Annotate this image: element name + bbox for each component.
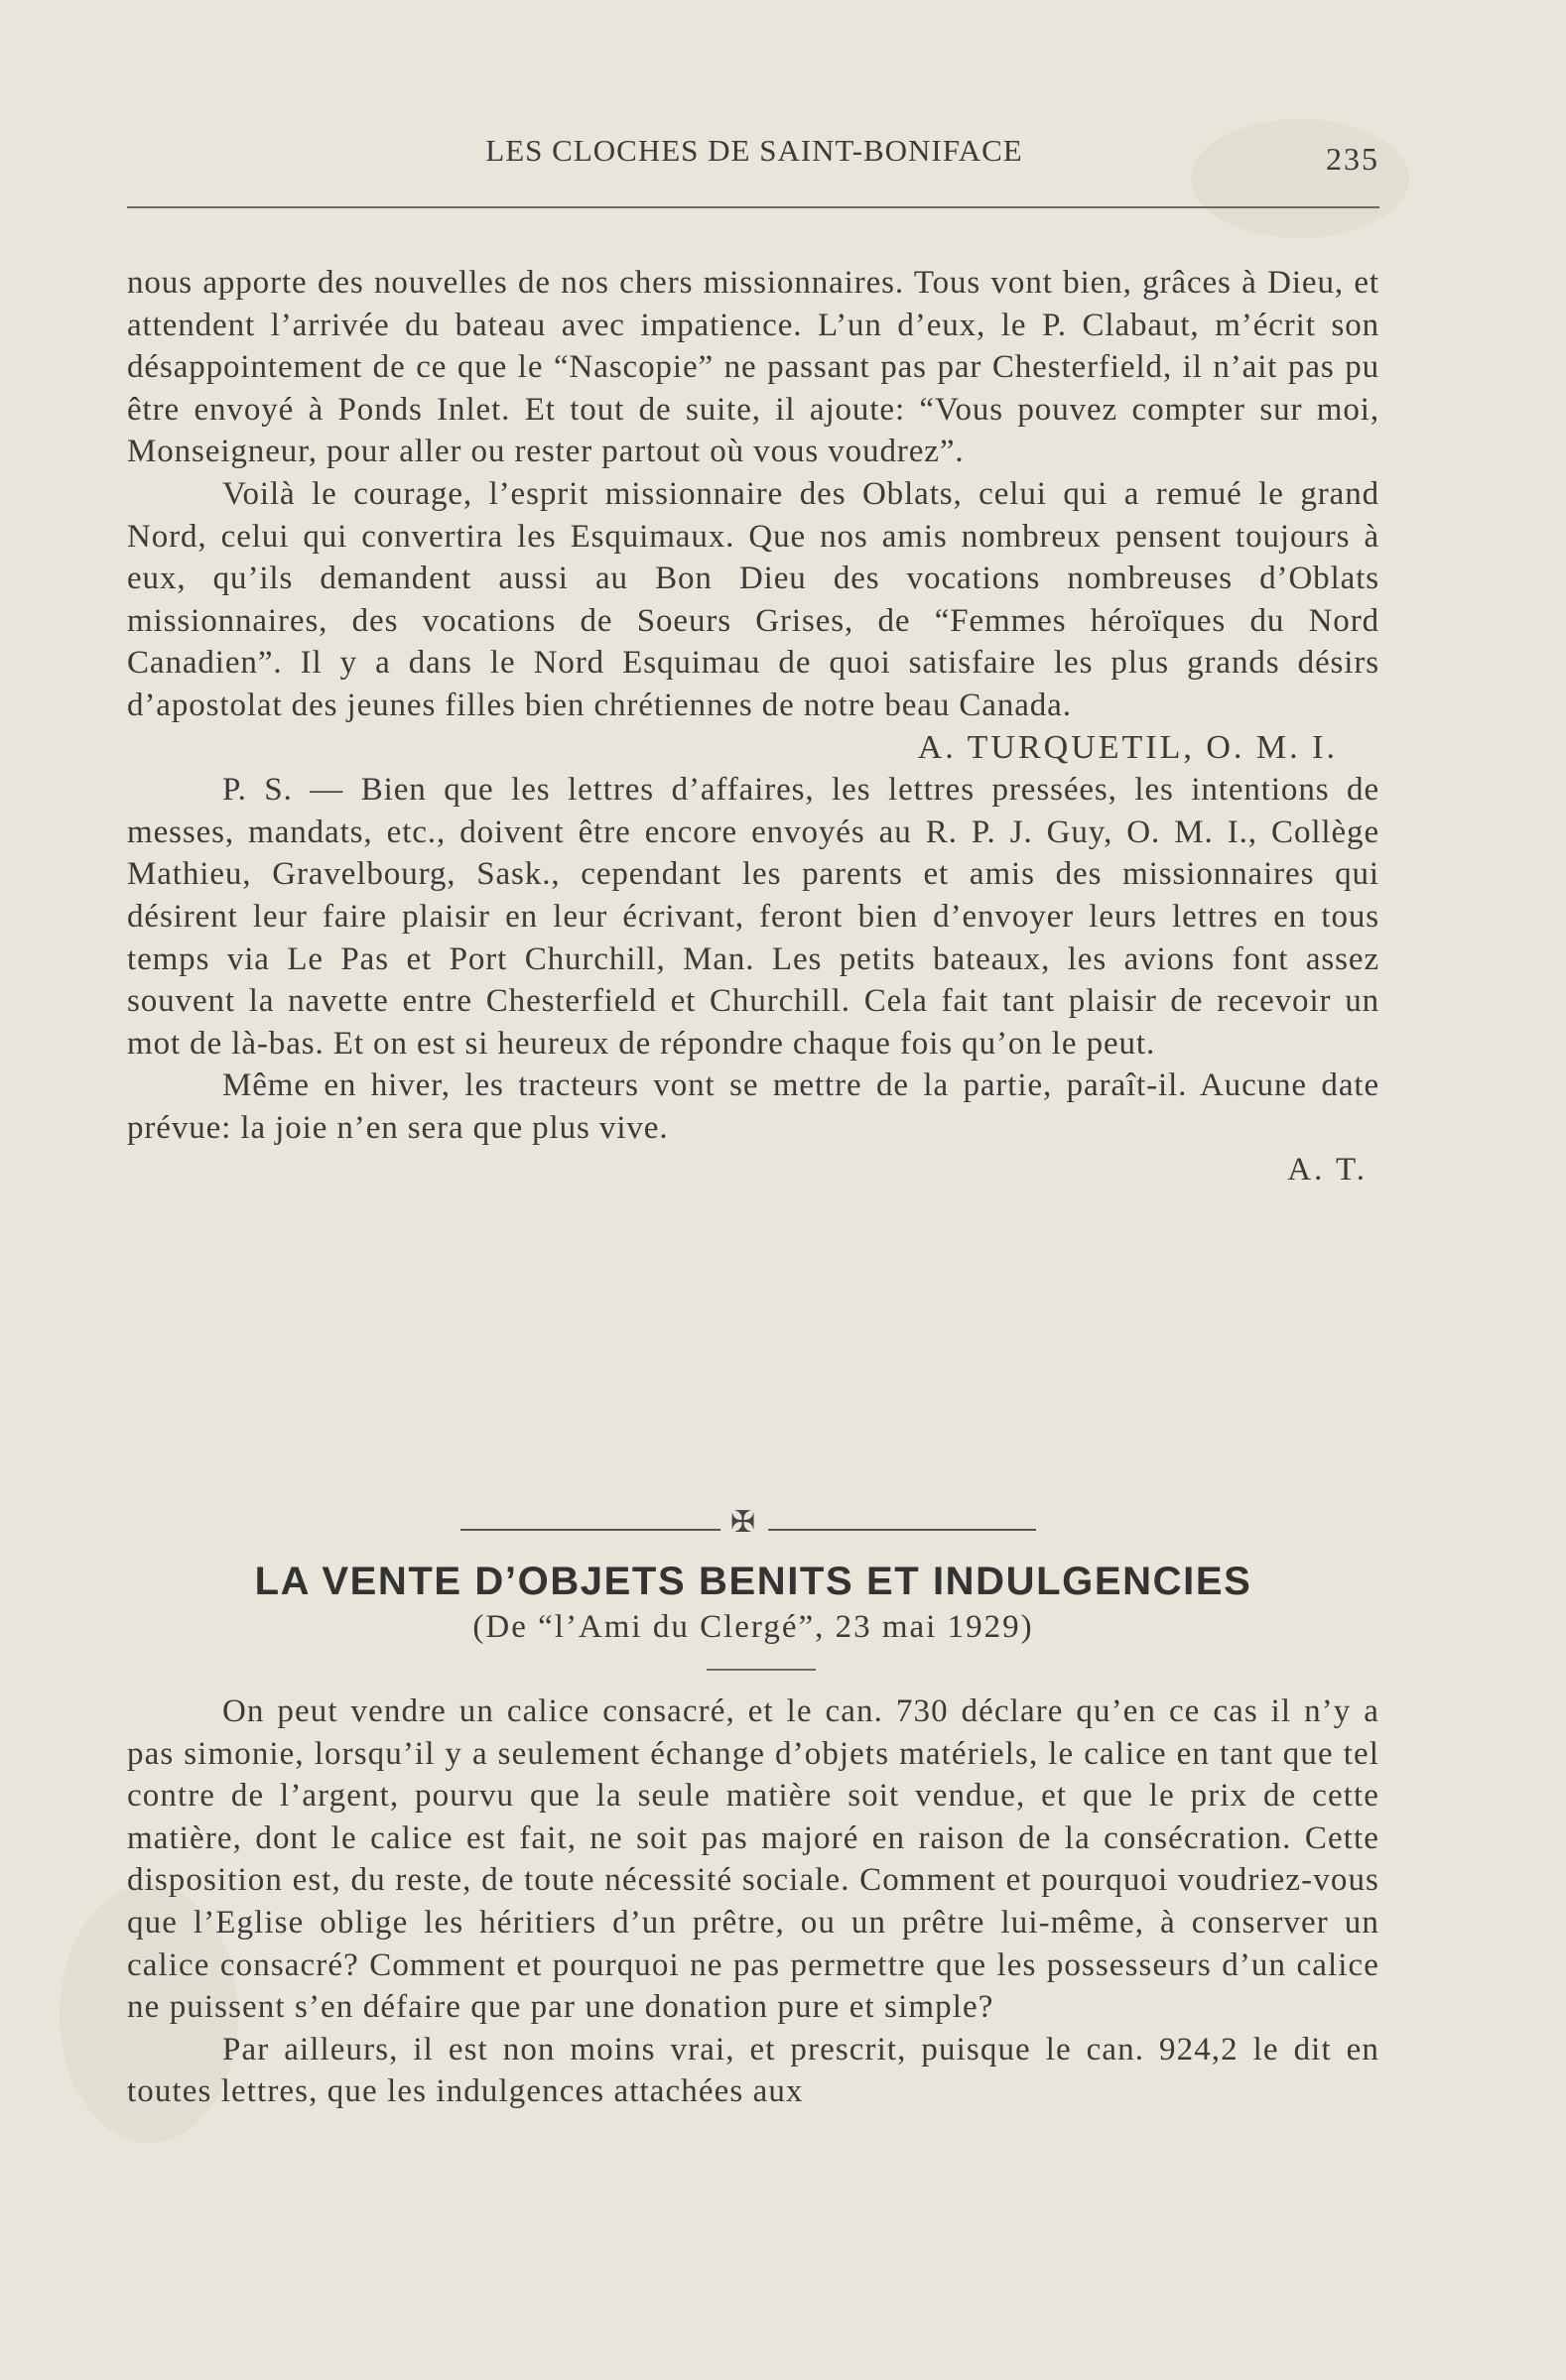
running-head xyxy=(129,129,1379,179)
page-number: 235 xyxy=(1326,141,1379,177)
postscript-paragraph: Même en hiver, les tracteurs vont se mettre de la partie, paraît-il. Aucune date prévue: la joie n’en sera que plus vive. xyxy=(127,1067,1379,1146)
article-paragraph: Par ailleurs, il est non moins vrai, et prescrit, puisque le can. 924,2 le dit en toutes lettres, que les indulgences attachées aux xyxy=(127,2031,1379,2110)
article-title: LA VENTE D’OBJETS BENITS ET INDULGENCIES xyxy=(254,1560,1252,1603)
header-rule xyxy=(127,206,1379,208)
divider-line-right xyxy=(768,1529,1036,1531)
postscript-paragraph: P. S. — Bien que les lettres d’affaires, les lettres pressées, les intentions de messes, mandats, etc., doivent être encore envoyés au R. P. J. Guy, O. M. I., Collège Mathieu, Gravelbourg, Sask., cependant les parents et amis des missionnaires qui désirent leur faire plaisir en leur écrivant, feront bien d’envoyer leurs lettres en tous temps via Le Pas et Port Churchill, Man. Les petits bateaux, les avions font assez souvent la navette entre Chesterfield et Churchill. Cela fait tant plaisir de recevoir un mot de là-bas. Et on est si heureux de répondre chaque fois qu’on le peut. xyxy=(127,772,1379,1062)
letter-signature: A. TURQUETIL, O. M. I. xyxy=(917,728,1338,766)
letter-paragraph: Voilà le courage, l’esprit missionnaire des Oblats, celui qui a remué le grand Nord, celui qui convertira les Esquimaux. Que nos amis nombreux pensent toujours à eux, qu’ils demandent aussi au Bon Dieu des vocations nombreuses d’Oblats missionnaires, des vocations de Soeurs Grises, de “Femmes héroïques du Nord Canadien”. Il y a dans le Nord Esquimau de quoi satisfaire les plus grands désirs d’apostolat des jeunes filles bien chrétiennes de notre beau Canada. xyxy=(127,475,1379,723)
article-paragraph: On peut vendre un calice consacré, et le can. 730 déclare qu’en ce cas il n’y a pas simonie, lorsqu’il y a seulement échange d’objets matériels, le calice en tant que tel contre de l’argent, pourvu que la seule matière soit vendue, et que le prix de cette matière, dont le calice est fait, ne soit pas majoré en raison de la consécration. Cette disposition est, du reste, de toute nécessité sociale. Comment et pourquoi voudriez-vous que l’Eglise oblige les héritiers d’un prêtre, ou un prêtre lui-même, à conserver un calice consacré? Comment et pourquoi ne pas permettre que les possesseurs d’un calice ne puissent s’en défaire que par une donation pure et simple? xyxy=(127,1693,1379,2026)
article-source: (De “l’Ami du Clergé”, 23 mai 1929) xyxy=(472,1609,1034,1645)
letter-body xyxy=(127,262,1379,1191)
postscript-initials: A. T. xyxy=(1287,1152,1368,1189)
letter-paragraph: nous apporte des nouvelles de nos chers missionnaires. Tous vont bien, grâces à Dieu, et attendent l’arrivée du bateau avec impatience. L’un d’eux, le P. Clabaut, m’écrit son désappointement de ce que le “Nascopie” ne passant pas par Chesterfield, il n’ait pas pu être envoyé à Ponds Inlet. Et tout de suite, il ajoute: “Vous pouvez compter sur moi, Monseigneur, pour aller ou rester partout où vous voudrez”. xyxy=(127,265,1379,470)
article-body xyxy=(127,1691,1379,2113)
title-rule xyxy=(707,1669,816,1671)
divider-line-left xyxy=(460,1529,720,1531)
running-title: LES CLOCHES DE SAINT-BONIFACE xyxy=(485,133,1023,168)
section-divider xyxy=(460,1505,1036,1540)
cross-ornament-icon: ✠ xyxy=(730,1505,756,1540)
